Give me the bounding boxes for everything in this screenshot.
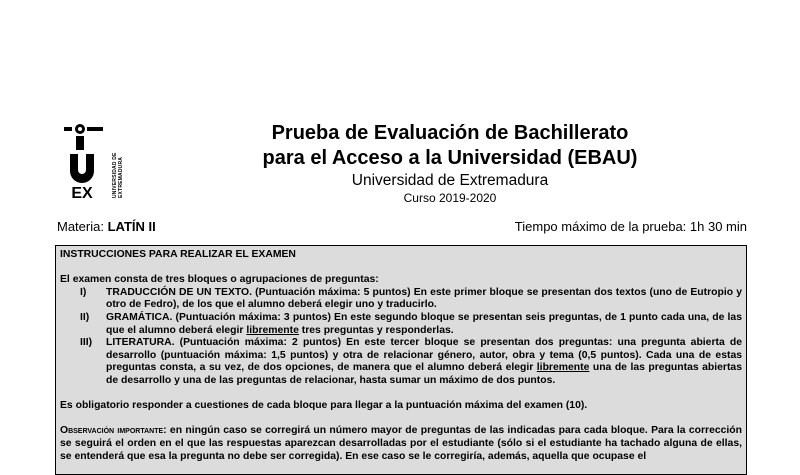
- observation-note: [60, 425, 742, 463]
- item-number: III): [80, 337, 93, 349]
- item-text: TRADUCCIÓN DE UN TEXTO. (Puntuación máxima: 5 puntos) En este primer bloque se presentan dos textos (uno de Eutropio y otro de Fedro), de los que el alumno deberá elegir uno y traducirlo.: [106, 286, 742, 311]
- course-year: Curso 2019-2020: [403, 191, 497, 205]
- subject-label: Materia:: [57, 219, 108, 234]
- underlined-word: libremente: [536, 362, 590, 374]
- instruction-item: [60, 312, 742, 337]
- university-name: Universidad de Extremadura: [351, 172, 549, 189]
- title-line-1: Prueba de Evaluación de Bachillerato: [271, 122, 629, 144]
- title-line-2: para el Acceso a la Universidad (EBAU): [262, 147, 638, 169]
- instructions-intro: El examen consta de tres bloques o agrupaciones de preguntas:: [60, 274, 379, 286]
- underlined-word: libremente: [246, 324, 299, 336]
- subject-value: LATÍN II: [107, 219, 156, 234]
- observation-label: Observación importante: [60, 425, 164, 437]
- instructions-heading: INSTRUCCIONES PARA REALIZAR EL EXAMEN: [60, 249, 296, 260]
- item-number: I): [80, 286, 87, 298]
- instruction-item: [60, 287, 742, 312]
- instructions-box: [55, 245, 747, 475]
- observation-text: : en ningún caso se corregirá un número mayor de preguntas de las indicadas para cada bloque. Para la corrección se seguirá el orden en el que las respuestas aparezcan desarrolladas por el estudiante (sólo si el estudiante ha tachado alguna de ellas, se entenderá que esa la pregunta no debe ser corregida). En ese caso se le corregiría, además, aquella que ocupase el: [60, 425, 742, 462]
- logo-side-text: UNIVERSIDAD DE EXTREMADURA: [112, 152, 124, 198]
- item-text: LITERATURA. (Puntuación máxima: 2 puntos) En este tercer bloque se presentan dos preguntas: una pregunta abierta de desarrollo (puntuación máxima: 1,5 puntos) y otra de relacionar género, autor, obra y tema (0,5 puntos). Cada una de estas preguntas consta, a su vez, de dos opciones, de manera que el alumno deberá elegir libremente una de las preguntas abiertas de desarrollo y una de las preguntas de relacionar, hasta sumar un máximo de dos puntos.: [106, 337, 742, 386]
- mandatory-note: Es obligatorio responder a cuestiones de cada bloque para llegar a la puntuación máxima del examen (10).: [60, 400, 588, 412]
- header-title-block: [200, 120, 700, 205]
- item-number: II): [80, 311, 90, 323]
- logo-letters: EX: [71, 185, 93, 200]
- time-limit: Tiempo máximo de la prueba: 1h 30 min: [514, 219, 747, 234]
- subject-line: [57, 219, 156, 234]
- instruction-item: [60, 337, 742, 387]
- item-text: GRAMÁTICA. (Puntuación máxima: 3 puntos) En este segundo bloque se presentan seis preguntas, de 1 punto cada una, de las que el alumno deberá elegir libremente tres preguntas y responderlas.: [106, 311, 742, 336]
